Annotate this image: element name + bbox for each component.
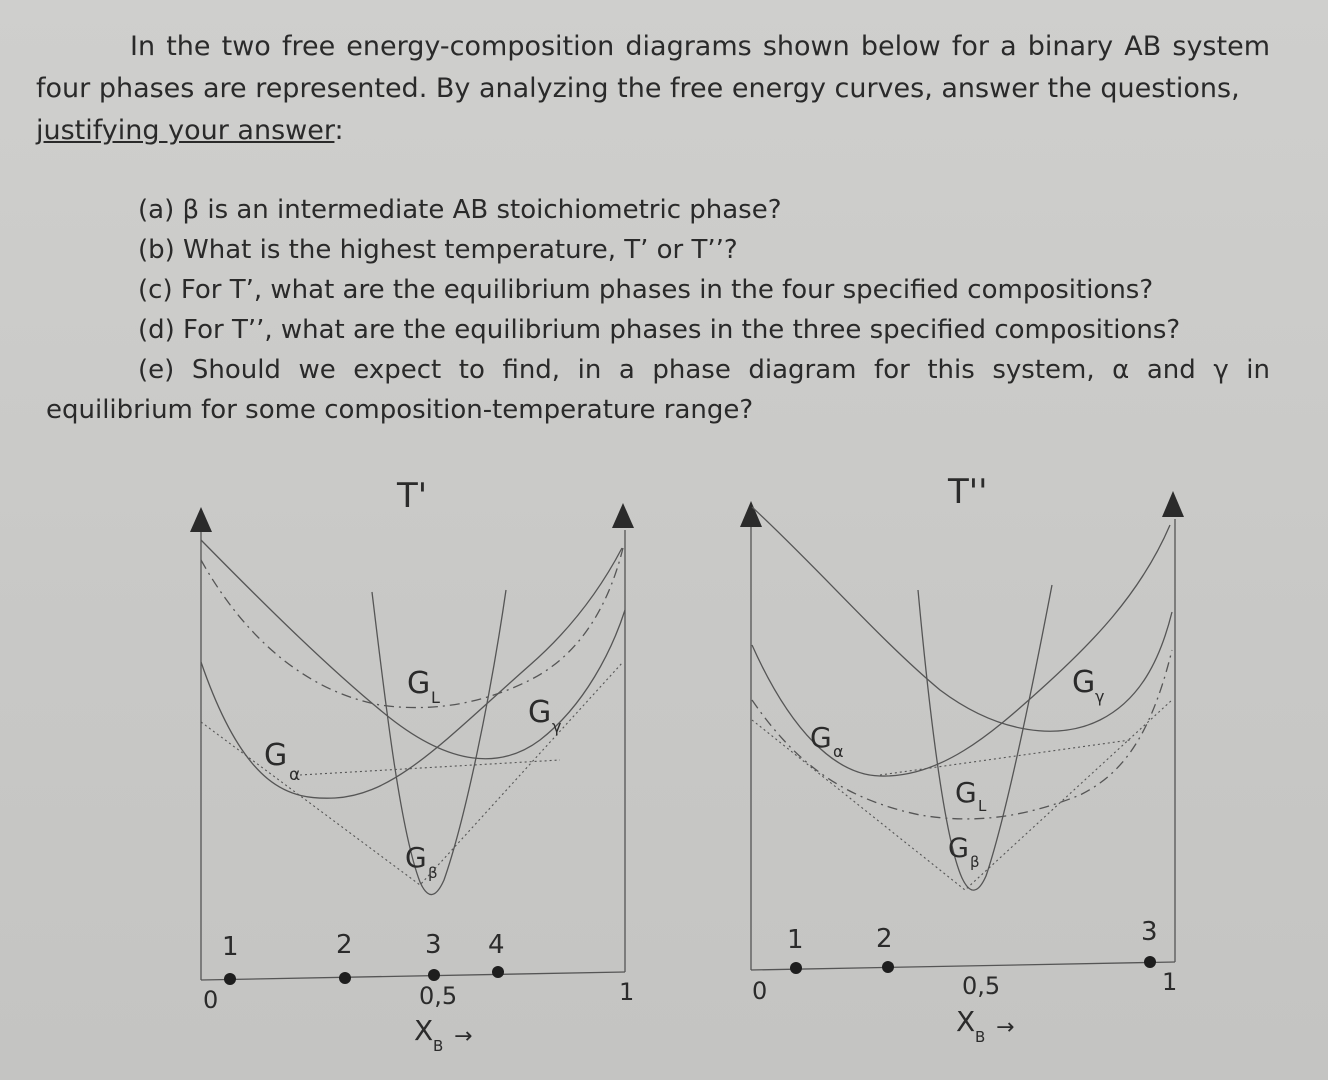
right-axis-start: 0 [752,977,768,1005]
left-point-1 [224,973,236,985]
left-point-4 [492,966,504,978]
left-label-g-beta-sub: β [428,864,438,882]
left-axis-arrow-icon: → [454,1024,473,1049]
right-point-2 [882,961,894,973]
right-point-3-label: 3 [1141,917,1158,947]
question-a: (a) β is an intermediate AB stoichiometric phase? [138,195,782,225]
question-d: (d) For T’’, what are the equilibrium phases in the three specified compositions? [138,315,1181,345]
right-label-g-beta-sub: β [970,853,980,871]
right-point-1 [790,962,802,974]
left-axis-mid: 0,5 [419,982,458,1010]
right-curve-g-beta [918,585,1052,890]
left-diagram-title: T' [397,476,428,516]
right-baseline [751,962,1175,970]
left-axis-start: 0 [203,986,219,1014]
question-c: (c) For T’, what are the equilibrium phases in the four specified compositions? [138,275,1154,305]
diagram-right [740,491,1184,970]
question-e: (e) Should we expect to find, in a phase diagram for this system, α and γ in equilibrium for some composition-temperature range? [46,355,1270,425]
right-diagram-title: T'' [948,472,988,512]
left-point-1-label: 1 [222,932,239,962]
question-b: (b) What is the highest temperature, T’ or T’’? [138,235,738,265]
left-label-g-beta: G [405,841,427,874]
left-point-3-label: 3 [425,930,442,960]
left-label-g-gamma: G [528,695,552,730]
right-axis-b-arrowhead [1162,491,1184,517]
left-point-2 [339,972,351,984]
left-baseline [201,972,625,980]
right-label-g-gamma: G [1072,665,1096,700]
left-label-g-liquid: G [407,666,431,701]
right-tangent-alpha-gamma [880,740,1130,775]
left-point-4-label: 4 [488,930,505,960]
right-point-2-label: 2 [876,924,893,954]
right-point-1-label: 1 [787,925,804,955]
intro-text: In the two free energy-composition diagrams shown below for a binary AB system four phases are represented. By analyzing the free energy curves, answer the questions, [36,31,1270,104]
right-axis-mid: 0,5 [962,972,1001,1000]
right-label-g-gamma-sub: γ [1095,687,1105,706]
left-label-g-alpha: G [264,738,288,773]
right-label-g-beta: G [948,833,969,864]
right-axis-var: X [956,1005,976,1038]
right-axis-arrow-icon: → [996,1015,1015,1040]
intro-underlined: justifying your answer [36,115,335,146]
right-axis-end: 1 [1162,968,1178,996]
left-axis-sub: B [433,1037,444,1055]
left-axis-end: 1 [619,978,635,1006]
left-curve-g-beta [372,590,506,895]
left-axis-var: X [414,1014,434,1047]
left-point-2-label: 2 [336,930,353,960]
right-point-3 [1144,956,1156,968]
right-label-g-liquid-sub: L [978,797,987,815]
left-axis-a-arrowhead [190,507,212,532]
right-axis-sub: B [975,1028,986,1046]
left-point-3 [428,969,440,981]
right-label-g-liquid: G [955,776,977,809]
left-label-g-gamma-sub: γ [552,717,562,736]
diagram-left [190,503,634,980]
left-tangent-alpha-gamma [300,760,560,775]
left-axis-b-arrowhead [612,503,634,528]
intro-colon: : [334,115,344,146]
right-label-g-alpha-sub: α [833,742,844,761]
left-label-g-alpha-sub: α [289,765,301,785]
right-curve-g-gamma [752,507,1172,731]
right-label-g-alpha: G [810,721,832,754]
left-label-g-liquid-sub: L [431,688,440,707]
